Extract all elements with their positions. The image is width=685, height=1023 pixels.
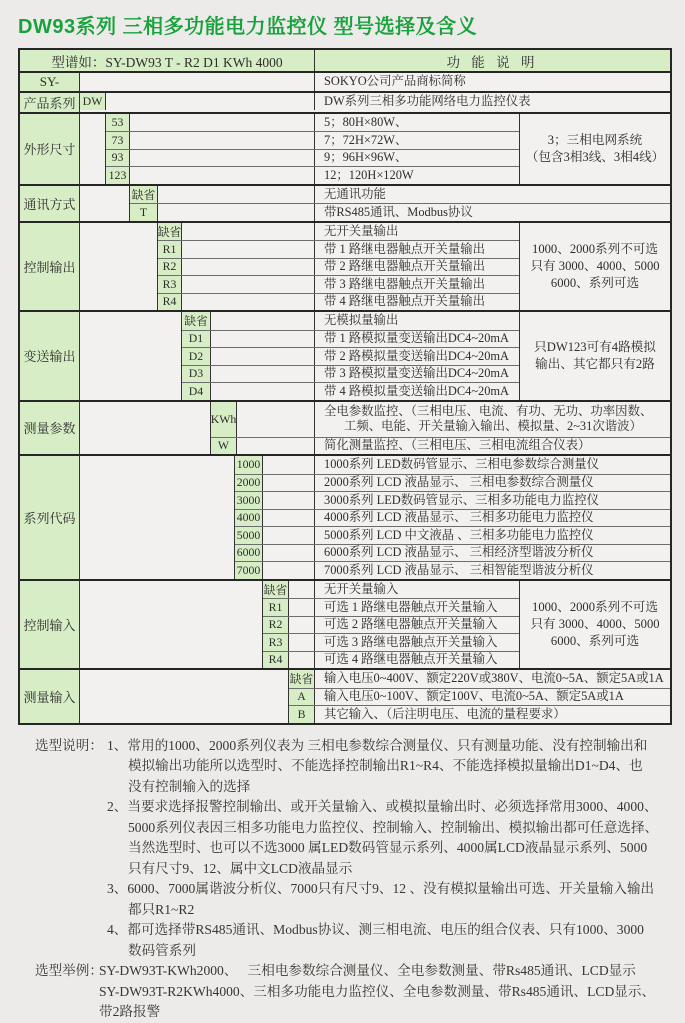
table-row bbox=[235, 474, 670, 492]
table-row bbox=[235, 509, 670, 527]
empty-cell bbox=[80, 456, 235, 579]
description-cell: 带 1 路继电器触点开关量输出 bbox=[324, 241, 486, 256]
empty-cell bbox=[106, 93, 315, 111]
table-row bbox=[182, 347, 519, 365]
section-2 bbox=[20, 112, 670, 184]
section-rows bbox=[106, 114, 519, 184]
note-item-line: 没有控制输入的选择 bbox=[128, 778, 251, 794]
code-cell: R2 bbox=[263, 617, 289, 634]
notes-items bbox=[35, 736, 672, 962]
note-item bbox=[107, 920, 672, 961]
section-label: 控制输出 bbox=[20, 223, 80, 311]
description-cell: 带 1 路模拟量变送输出DC4~20mA bbox=[324, 331, 509, 345]
empty-cell bbox=[80, 670, 289, 723]
empty-cell bbox=[80, 312, 182, 400]
section-rows bbox=[80, 93, 670, 112]
empty-cell bbox=[182, 294, 315, 311]
empty-cell bbox=[289, 617, 315, 634]
empty-cell bbox=[263, 492, 315, 509]
table-row bbox=[130, 186, 670, 204]
section-label: 变送输出 bbox=[20, 312, 80, 400]
note-line: 1000、2000系列不可选 bbox=[532, 241, 658, 256]
section-label: 产品系列 bbox=[20, 93, 80, 112]
section-8 bbox=[20, 579, 670, 669]
empty-cell bbox=[211, 312, 315, 330]
empty-cell bbox=[158, 186, 315, 204]
note-item-line: 2、当要求选择报警控制输出、或开关量输入、或模拟量输出时、必须选择常用3000、4000、 bbox=[107, 799, 658, 814]
table-row bbox=[211, 437, 670, 455]
note-line: 6000、系列可选 bbox=[550, 633, 640, 648]
model-selection-table bbox=[18, 48, 672, 725]
code-cell: 7000 bbox=[235, 562, 263, 579]
empty-cell bbox=[237, 438, 315, 455]
table-row bbox=[80, 93, 670, 111]
description-cell: 5000系列 LCD 中文液晶 、三相多功能电力监控仪 bbox=[324, 527, 594, 542]
note-item-line: 当然选型时、也可以不选3000 属LED数码管显示系列、4000属LCD液晶显示系列、5000 bbox=[128, 840, 648, 855]
table-row bbox=[182, 382, 519, 400]
section-7 bbox=[20, 454, 670, 579]
example-line: SY-DW93T-KWh2000、 三相电参数综合测量仪、全电参数测量、带Rs485通讯、LCD显示 bbox=[99, 963, 636, 978]
description-cell: 带 4 路继电器触点开关量输出 bbox=[324, 294, 486, 308]
code-cell: 缺省 bbox=[130, 186, 158, 204]
section-4 bbox=[20, 221, 670, 311]
code-cell: 2000 bbox=[235, 475, 263, 492]
description-cell: 12；120H×120W bbox=[324, 167, 414, 182]
table-row bbox=[235, 456, 670, 474]
section-label: 测量输入 bbox=[20, 670, 80, 723]
description-cell: 无通讯功能 bbox=[324, 186, 386, 201]
code-cell: 缺省 bbox=[263, 581, 289, 599]
code-cell: 缺省 bbox=[158, 223, 182, 241]
empty-cell bbox=[263, 545, 315, 562]
empty-cell bbox=[263, 562, 315, 579]
code-cell: W bbox=[211, 438, 237, 455]
description-cell: 9；96H×96W、 bbox=[324, 150, 408, 164]
table-row bbox=[106, 131, 519, 149]
section-rows bbox=[130, 186, 670, 221]
empty-cell bbox=[182, 223, 315, 241]
section-rows bbox=[289, 670, 670, 723]
table-row bbox=[182, 312, 519, 330]
table-row bbox=[289, 670, 670, 688]
section-0 bbox=[20, 73, 670, 91]
code-cell: R1 bbox=[263, 599, 289, 616]
note-line: 只有 3000、4000、5000 bbox=[530, 258, 660, 273]
selection-notes bbox=[35, 736, 672, 962]
table-header-function: 功 能 说 明 bbox=[446, 54, 539, 70]
empty-cell bbox=[80, 114, 106, 184]
description-cell: 7；72H×72W、 bbox=[324, 132, 408, 147]
example-lines bbox=[35, 961, 672, 1023]
code-cell: 缺省 bbox=[289, 670, 315, 688]
table-row bbox=[158, 258, 519, 276]
table-row bbox=[130, 203, 670, 221]
table-row bbox=[235, 491, 670, 509]
table-row bbox=[263, 651, 519, 669]
note-line: 3；三相电网系统 bbox=[547, 132, 643, 147]
note-item-line: 只有尺寸9、12、属中文LCD液晶显示 bbox=[128, 860, 353, 876]
note-line: 输出、其它都只有2路 bbox=[535, 356, 655, 371]
table-row bbox=[263, 598, 519, 616]
code-cell: A bbox=[289, 689, 315, 706]
empty-cell bbox=[130, 167, 315, 184]
empty-cell bbox=[80, 402, 211, 455]
empty-cell bbox=[263, 510, 315, 527]
table-header-row bbox=[20, 50, 670, 73]
code-cell: 5000 bbox=[235, 527, 263, 544]
table-row bbox=[106, 166, 519, 184]
table-row bbox=[158, 223, 519, 241]
description-cell: 输入电压0~400V、额定220V或380V、电流0~5A、额定5A或1A bbox=[324, 671, 664, 685]
description-cell: 可选 1 路继电器触点开关量输入 bbox=[324, 599, 498, 614]
description-cell: 带 2 路继电器触点开关量输出 bbox=[324, 259, 486, 273]
example-line: 带2路报警 bbox=[99, 1004, 161, 1019]
section-label: 通讯方式 bbox=[20, 186, 80, 221]
table-row bbox=[80, 73, 670, 91]
table-row bbox=[211, 402, 670, 437]
code-cell: R4 bbox=[158, 294, 182, 311]
empty-cell bbox=[80, 581, 263, 669]
empty-cell bbox=[289, 581, 315, 599]
note-line: 只DW123可有4路模拟 bbox=[534, 339, 656, 354]
table-row bbox=[182, 365, 519, 383]
note-item-line: 都只R1~R2 bbox=[128, 901, 195, 917]
note-item-line: 3、6000、7000属谐波分析仪、7000只有尺寸9、12 、没有模拟量输出可选、开关量输入输出 bbox=[107, 881, 655, 896]
empty-cell bbox=[211, 366, 315, 383]
description-cell: 带 3 路继电器触点开关量输出 bbox=[324, 276, 486, 291]
note-item bbox=[107, 797, 672, 879]
empty-cell bbox=[263, 527, 315, 544]
description-cell: 4000系列 LCD 液晶显示、 三相多功能电力监控仪 bbox=[324, 510, 594, 524]
empty-cell bbox=[289, 599, 315, 616]
section-1 bbox=[20, 91, 670, 112]
code-cell: R1 bbox=[158, 241, 182, 258]
table-row bbox=[263, 633, 519, 651]
empty-cell bbox=[130, 150, 315, 167]
code-cell: 6000 bbox=[235, 545, 263, 562]
description-line: 全电参数监控、（三相电压、电流、有功、无功、功率因数、 bbox=[324, 403, 653, 418]
description-cell: 其它输入、（后注明电压、电流的量程要求） bbox=[324, 706, 566, 721]
code-cell: T bbox=[130, 204, 158, 221]
examples-label: 选型举例： bbox=[35, 963, 103, 978]
note-line: 1000、2000系列不可选 bbox=[532, 599, 658, 614]
section-9 bbox=[20, 668, 670, 723]
section-rows bbox=[211, 402, 670, 455]
table-row bbox=[235, 526, 670, 544]
note-item-line: 模拟输出功能所以选型时、不能选择控制输出R1~R4、不能选择模拟量输出D1~D4、也 bbox=[128, 758, 643, 773]
section-rows bbox=[80, 73, 670, 91]
note-cell bbox=[519, 223, 670, 311]
note-item-line: 数码管系列 bbox=[128, 942, 196, 958]
page-title: DW93系列 三相多功能电力监控仪 型号选择及含义 bbox=[18, 16, 478, 38]
note-cell bbox=[519, 114, 670, 184]
section-label: 系列代码 bbox=[20, 456, 80, 579]
description-line: 工频、电能、开关量输入输出、模拟量、2~31次谐波） bbox=[344, 419, 642, 433]
description-cell: DW系列三相多功能网络电力监控仪表 bbox=[324, 93, 531, 108]
description-cell: 带 2 路模拟量变送输出DC4~20mA bbox=[324, 348, 509, 363]
code-cell: KWh bbox=[211, 402, 237, 437]
empty-cell bbox=[80, 73, 315, 91]
section-rows bbox=[182, 312, 519, 400]
description-cell: 无开关量输出 bbox=[324, 223, 399, 238]
note-item bbox=[107, 879, 672, 920]
code-cell: 缺省 bbox=[182, 312, 211, 330]
section-label: 外形尺寸 bbox=[20, 114, 80, 184]
note-line: 只有 3000、4000、5000 bbox=[530, 616, 660, 631]
description-cell: 输入电压0~100V、额定100V、电流0~5A、额定5A或1A bbox=[324, 689, 624, 703]
empty-cell bbox=[263, 475, 315, 492]
description-cell: 无模拟量输出 bbox=[324, 313, 399, 327]
code-cell: 53 bbox=[106, 114, 130, 132]
code-cell: B bbox=[289, 706, 315, 723]
description-cell: 可选 4 路继电器触点开关量输入 bbox=[324, 652, 498, 666]
description-cell: 无开关量输入 bbox=[324, 581, 399, 596]
note-line: （包含3相3线、3相4线） bbox=[525, 149, 665, 164]
table-row bbox=[106, 114, 519, 132]
empty-cell bbox=[182, 259, 315, 276]
empty-cell bbox=[289, 652, 315, 669]
table-row bbox=[182, 330, 519, 348]
section-6 bbox=[20, 400, 670, 455]
description-cell: 7000系列 LCD 液晶显示、 三相智能型谐波分析仪 bbox=[324, 562, 594, 577]
section-5 bbox=[20, 310, 670, 400]
table-row bbox=[289, 688, 670, 706]
table-row bbox=[263, 616, 519, 634]
code-cell: R3 bbox=[263, 634, 289, 651]
note-cell bbox=[519, 581, 670, 669]
empty-cell bbox=[211, 348, 315, 365]
description-cell: 2000系列 LCD 液晶显示、 三相电参数综合测量仪 bbox=[324, 475, 594, 489]
empty-cell bbox=[237, 402, 315, 437]
code-cell: R3 bbox=[158, 276, 182, 293]
empty-cell bbox=[182, 241, 315, 258]
empty-cell bbox=[80, 223, 158, 311]
code-cell: 3000 bbox=[235, 492, 263, 509]
table-row bbox=[158, 240, 519, 258]
section-label: 控制输入 bbox=[20, 581, 80, 669]
code-cell: 93 bbox=[106, 150, 130, 167]
code-cell: 123 bbox=[106, 167, 130, 184]
code-cell: 73 bbox=[106, 132, 130, 149]
description-cell: 3000系列 LED数码管显示、三相多功能电力监控仪 bbox=[324, 492, 599, 507]
description-cell: 带RS485通讯、Modbus协议 bbox=[324, 204, 473, 219]
empty-cell bbox=[182, 276, 315, 293]
code-cell: R4 bbox=[263, 652, 289, 669]
note-cell bbox=[519, 312, 670, 400]
empty-cell bbox=[130, 132, 315, 149]
section-label: 测量参数 bbox=[20, 402, 80, 455]
selection-examples bbox=[35, 961, 672, 1023]
code-cell: R2 bbox=[158, 259, 182, 276]
table-row bbox=[158, 275, 519, 293]
description-cell: 6000系列 LCD 液晶显示、 三相经济型谐波分析仪 bbox=[324, 545, 594, 559]
note-line: 6000、系列可选 bbox=[550, 275, 640, 290]
code-cell: 1000 bbox=[235, 456, 263, 474]
table-header-model: 型谱如：SY-DW93 T - R2 D1 KWh 4000 bbox=[20, 50, 315, 71]
description-cell: 1000系列 LED数码管显示、三相电参数综合测量仪 bbox=[324, 457, 599, 471]
description-cell: 可选 3 路继电器触点开关量输入 bbox=[324, 634, 498, 649]
code-cell: DW bbox=[80, 93, 106, 111]
description-cell: 简化测量监控、（三相电压、三相电流组合仪表） bbox=[324, 438, 591, 452]
empty-cell bbox=[263, 456, 315, 474]
notes-label: 选型说明： bbox=[35, 737, 103, 753]
table-row bbox=[106, 149, 519, 167]
note-item-line: 1、常用的1000、2000系列仪表为 三相电参数综合测量仪、只有测量功能、没有控制输出和 bbox=[107, 737, 648, 753]
section-rows bbox=[263, 581, 519, 669]
empty-cell bbox=[211, 383, 315, 400]
empty-cell bbox=[158, 204, 315, 221]
table-row bbox=[263, 581, 519, 599]
section-rows bbox=[235, 456, 670, 579]
empty-cell bbox=[130, 114, 315, 132]
empty-cell bbox=[211, 331, 315, 348]
description-cell: 带 3 路模拟量变送输出DC4~20mA bbox=[324, 366, 509, 380]
example-line: SY-DW93T-R2KWh4000、三相多功能电力监控仪、全电参数测量、带Rs485通讯、LCD显示、 bbox=[99, 983, 656, 999]
note-item-line: 5000系列仪表因三相多功能电力监控仪、控制输入、控制输出、模拟输出都可任意选择、 bbox=[128, 819, 659, 835]
code-cell: D1 bbox=[182, 331, 211, 348]
table-row bbox=[289, 705, 670, 723]
empty-cell bbox=[80, 186, 130, 221]
description-cell: 可选 2 路继电器触点开关量输入 bbox=[324, 617, 498, 631]
table-row bbox=[158, 293, 519, 311]
empty-cell bbox=[289, 634, 315, 651]
code-cell: D4 bbox=[182, 383, 211, 400]
code-cell: 4000 bbox=[235, 510, 263, 527]
table-row bbox=[235, 561, 670, 579]
description-cell: SOKYO公司产品商标简称 bbox=[324, 74, 466, 88]
section-3 bbox=[20, 184, 670, 221]
code-cell: D3 bbox=[182, 366, 211, 383]
description-cell: 5；80H×80W、 bbox=[324, 114, 408, 129]
section-rows bbox=[158, 223, 519, 311]
table-row bbox=[235, 544, 670, 562]
section-label: SY- bbox=[20, 73, 80, 91]
code-cell: D2 bbox=[182, 348, 211, 365]
note-item-line: 4、都可选择带RS485通讯、Modbus协议、测三相电流、电压的组合仪表、只有1000、3000 bbox=[107, 922, 644, 937]
note-item bbox=[107, 736, 672, 798]
description-cell bbox=[315, 402, 670, 437]
description-cell: 带 4 路模拟量变送输出DC4~20mA bbox=[324, 383, 509, 398]
